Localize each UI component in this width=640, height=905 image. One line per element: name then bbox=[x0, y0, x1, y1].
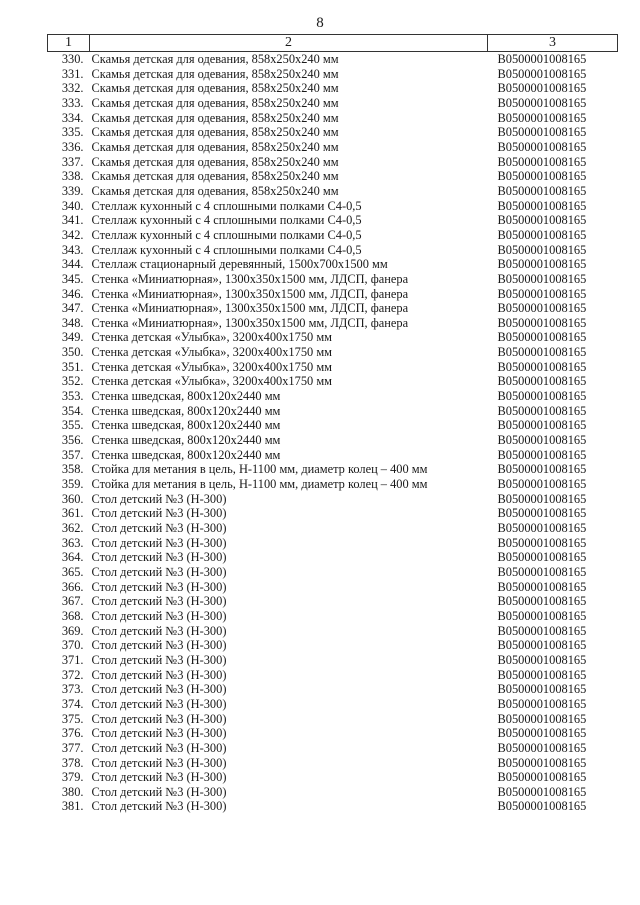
item-name: Стенка «Миниатюрная», 1300х350х1500 мм, ЛДСП, фанера bbox=[91, 286, 409, 301]
row-number: 372. bbox=[61, 667, 84, 682]
item-code: B0500001008165 bbox=[497, 652, 587, 667]
item-name: Стол детский №3 (Н-300) bbox=[91, 594, 227, 609]
table-row bbox=[48, 140, 618, 155]
table-row bbox=[48, 726, 618, 741]
row-number: 348. bbox=[61, 315, 84, 330]
table-row bbox=[48, 492, 618, 507]
item-code: B0500001008165 bbox=[497, 682, 587, 697]
table-row bbox=[48, 770, 618, 785]
row-number: 360. bbox=[61, 491, 84, 506]
item-name: Стол детский №3 (Н-300) bbox=[91, 711, 227, 726]
item-code: B0500001008165 bbox=[497, 345, 587, 360]
item-name: Стенка детская «Улыбка», 3200х400х1750 мм bbox=[91, 359, 332, 374]
item-name: Скамья детская для одевания, 858х250х240 мм bbox=[91, 95, 339, 110]
table-row bbox=[48, 712, 618, 727]
item-code: B0500001008165 bbox=[497, 535, 587, 550]
item-code: B0500001008165 bbox=[497, 594, 587, 609]
item-code: B0500001008165 bbox=[497, 608, 587, 623]
item-code: B0500001008165 bbox=[497, 227, 587, 242]
table-row bbox=[48, 521, 618, 536]
row-number: 363. bbox=[61, 535, 84, 550]
item-name: Стол детский №3 (Н-300) bbox=[91, 755, 227, 770]
item-code: B0500001008165 bbox=[497, 52, 587, 66]
table-row bbox=[48, 462, 618, 477]
item-code: B0500001008165 bbox=[497, 154, 587, 169]
row-number: 343. bbox=[61, 242, 84, 257]
item-code: B0500001008165 bbox=[497, 726, 587, 741]
item-name: Стол детский №3 (Н-300) bbox=[91, 667, 227, 682]
table-row bbox=[48, 96, 618, 111]
item-name: Стол детский №3 (Н-300) bbox=[91, 740, 227, 755]
table-row bbox=[48, 52, 618, 67]
item-name: Стенка «Миниатюрная», 1300х350х1500 мм, ЛДСП, фанера bbox=[91, 315, 409, 330]
row-number: 352. bbox=[61, 374, 84, 389]
table-row bbox=[48, 594, 618, 609]
row-number: 349. bbox=[61, 330, 84, 345]
row-number: 369. bbox=[61, 623, 84, 638]
item-name: Стенка детская «Улыбка», 3200х400х1750 мм bbox=[91, 330, 332, 345]
row-number: 354. bbox=[61, 403, 84, 418]
table-row bbox=[48, 67, 618, 82]
item-code: B0500001008165 bbox=[497, 740, 587, 755]
item-code: B0500001008165 bbox=[497, 623, 587, 638]
table-row bbox=[48, 682, 618, 697]
row-number: 347. bbox=[61, 301, 84, 316]
item-name: Скамья детская для одевания, 858х250х240 мм bbox=[91, 81, 339, 96]
row-number: 376. bbox=[61, 726, 84, 741]
table-row bbox=[48, 213, 618, 228]
item-code: B0500001008165 bbox=[497, 696, 587, 711]
item-name: Стол детский №3 (Н-300) bbox=[91, 506, 227, 521]
item-code: B0500001008165 bbox=[497, 374, 587, 389]
row-number: 339. bbox=[61, 183, 84, 198]
row-number: 367. bbox=[61, 594, 84, 609]
item-code: B0500001008165 bbox=[497, 66, 587, 81]
item-name: Стол детский №3 (Н-300) bbox=[91, 623, 227, 638]
row-number: 373. bbox=[61, 682, 84, 697]
table-row bbox=[48, 111, 618, 126]
row-number: 335. bbox=[61, 125, 84, 140]
item-code: B0500001008165 bbox=[497, 242, 587, 257]
item-name: Стенка шведская, 800х120х2440 мм bbox=[91, 403, 281, 418]
item-code: B0500001008165 bbox=[497, 359, 587, 374]
item-name: Скамья детская для одевания, 858х250х240 мм bbox=[91, 169, 339, 184]
item-name: Скамья детская для одевания, 858х250х240 мм bbox=[91, 125, 339, 140]
item-code: B0500001008165 bbox=[497, 257, 587, 272]
row-number: 378. bbox=[61, 755, 84, 770]
row-number: 356. bbox=[61, 433, 84, 448]
row-number: 361. bbox=[61, 506, 84, 521]
table-row bbox=[48, 360, 618, 375]
table-row bbox=[48, 580, 618, 595]
item-name: Стол детский №3 (Н-300) bbox=[91, 608, 227, 623]
inventory-table bbox=[47, 34, 618, 814]
item-name: Стол детский №3 (Н-300) bbox=[91, 535, 227, 550]
row-number: 364. bbox=[61, 550, 84, 565]
table-row bbox=[48, 785, 618, 800]
row-number: 330. bbox=[61, 52, 84, 66]
row-number: 371. bbox=[61, 652, 84, 667]
row-number: 334. bbox=[61, 110, 84, 125]
item-name: Стол детский №3 (Н-300) bbox=[91, 652, 227, 667]
item-name: Стол детский №3 (Н-300) bbox=[91, 638, 227, 653]
item-name: Стенка «Миниатюрная», 1300х350х1500 мм, ЛДСП, фанера bbox=[91, 271, 409, 286]
table-row bbox=[48, 741, 618, 756]
item-code: B0500001008165 bbox=[497, 711, 587, 726]
item-name: Скамья детская для одевания, 858х250х240 мм bbox=[91, 183, 339, 198]
row-number: 338. bbox=[61, 169, 84, 184]
row-number: 342. bbox=[61, 227, 84, 242]
row-number: 358. bbox=[61, 462, 84, 477]
row-number: 333. bbox=[61, 95, 84, 110]
row-number: 340. bbox=[61, 198, 84, 213]
table-row bbox=[48, 301, 618, 316]
item-name: Скамья детская для одевания, 858х250х240 мм bbox=[91, 110, 339, 125]
item-code: B0500001008165 bbox=[497, 521, 587, 535]
item-name: Стойка для метания в цель, Н-1100 мм, диаметр колец – 400 мм bbox=[91, 462, 428, 477]
table-row bbox=[48, 243, 618, 258]
table-row bbox=[48, 257, 618, 272]
table-row bbox=[48, 330, 618, 345]
row-number: 374. bbox=[61, 696, 84, 711]
table-row bbox=[48, 668, 618, 683]
item-code: B0500001008165 bbox=[497, 784, 587, 799]
table-row bbox=[48, 184, 618, 199]
item-name: Стенка шведская, 800х120х2440 мм bbox=[91, 433, 281, 448]
row-number: 346. bbox=[61, 286, 84, 301]
item-code: B0500001008165 bbox=[497, 403, 587, 418]
row-number: 379. bbox=[61, 770, 84, 785]
item-code: B0500001008165 bbox=[497, 286, 587, 301]
item-name: Стол детский №3 (Н-300) bbox=[91, 521, 227, 535]
page-number: 8 bbox=[316, 15, 324, 31]
table-row bbox=[48, 81, 618, 96]
row-number: 351. bbox=[61, 359, 84, 374]
table-row bbox=[48, 506, 618, 521]
row-number: 366. bbox=[61, 579, 84, 594]
item-code: B0500001008165 bbox=[497, 579, 587, 594]
table-row bbox=[48, 697, 618, 712]
table-row bbox=[48, 536, 618, 551]
item-name: Стойка для метания в цель, Н-1100 мм, диаметр колец – 400 мм bbox=[91, 477, 428, 492]
item-code: B0500001008165 bbox=[497, 418, 587, 433]
table-row bbox=[48, 374, 618, 389]
table-row bbox=[48, 228, 618, 243]
column-header-code: 3 bbox=[488, 35, 618, 52]
item-code: B0500001008165 bbox=[497, 81, 587, 96]
item-name: Стеллаж кухонный с 4 сплошными полками С4-0,5 bbox=[91, 198, 362, 213]
item-code: B0500001008165 bbox=[497, 433, 587, 448]
item-name: Стенка шведская, 800х120х2440 мм bbox=[91, 447, 281, 462]
row-number: 344. bbox=[61, 257, 84, 272]
item-name: Стол детский №3 (Н-300) bbox=[91, 682, 227, 697]
table-row bbox=[48, 550, 618, 565]
table-row bbox=[48, 799, 618, 814]
row-number: 350. bbox=[61, 345, 84, 360]
item-name: Стенка детская «Улыбка», 3200х400х1750 мм bbox=[91, 374, 332, 389]
item-name: Стол детский №3 (Н-300) bbox=[91, 491, 227, 506]
table-row bbox=[48, 638, 618, 653]
row-number: 375. bbox=[61, 711, 84, 726]
table-row bbox=[48, 609, 618, 624]
item-name: Стенка шведская, 800х120х2440 мм bbox=[91, 389, 281, 404]
table-row bbox=[48, 418, 618, 433]
item-name: Стеллаж кухонный с 4 сплошными полками С4-0,5 bbox=[91, 213, 362, 228]
item-code: B0500001008165 bbox=[497, 770, 587, 785]
item-code: B0500001008165 bbox=[497, 315, 587, 330]
item-name: Скамья детская для одевания, 858х250х240 мм bbox=[91, 154, 339, 169]
row-number: 380. bbox=[61, 784, 84, 799]
row-number: 362. bbox=[61, 521, 84, 535]
item-code: B0500001008165 bbox=[497, 462, 587, 477]
item-name: Стол детский №3 (Н-300) bbox=[91, 579, 227, 594]
item-name: Стол детский №3 (Н-300) bbox=[91, 799, 227, 814]
item-code: B0500001008165 bbox=[497, 139, 587, 154]
row-number: 359. bbox=[61, 477, 84, 492]
row-number: 368. bbox=[61, 608, 84, 623]
row-number: 332. bbox=[61, 81, 84, 96]
item-code: B0500001008165 bbox=[497, 564, 587, 579]
item-code: B0500001008165 bbox=[497, 183, 587, 198]
item-name: Стеллаж стационарный деревянный, 1500х700х1500 мм bbox=[91, 257, 388, 272]
table-row bbox=[48, 155, 618, 170]
column-header-name: 2 bbox=[90, 35, 488, 52]
row-number: 341. bbox=[61, 213, 84, 228]
item-name: Скамья детская для одевания, 858х250х240 мм bbox=[91, 66, 339, 81]
table-row bbox=[48, 756, 618, 771]
row-number: 381. bbox=[61, 799, 84, 814]
table-row bbox=[48, 565, 618, 580]
row-number: 331. bbox=[61, 66, 84, 81]
header-row bbox=[48, 35, 618, 52]
item-name: Стеллаж кухонный с 4 сплошными полками С4-0,5 bbox=[91, 242, 362, 257]
item-code: B0500001008165 bbox=[497, 799, 587, 814]
table-row bbox=[48, 404, 618, 419]
item-code: B0500001008165 bbox=[497, 271, 587, 286]
item-name: Стенка детская «Улыбка», 3200х400х1750 мм bbox=[91, 345, 332, 360]
item-code: B0500001008165 bbox=[497, 125, 587, 140]
item-code: B0500001008165 bbox=[497, 389, 587, 404]
item-code: B0500001008165 bbox=[497, 491, 587, 506]
item-code: B0500001008165 bbox=[497, 667, 587, 682]
item-code: B0500001008165 bbox=[497, 330, 587, 345]
table-row bbox=[48, 169, 618, 184]
item-code: B0500001008165 bbox=[497, 506, 587, 521]
item-code: B0500001008165 bbox=[497, 169, 587, 184]
item-code: B0500001008165 bbox=[497, 477, 587, 492]
item-name: Стол детский №3 (Н-300) bbox=[91, 550, 227, 565]
item-code: B0500001008165 bbox=[497, 638, 587, 653]
row-number: 357. bbox=[61, 447, 84, 462]
item-code: B0500001008165 bbox=[497, 301, 587, 316]
item-name: Стеллаж кухонный с 4 сплошными полками С4-0,5 bbox=[91, 227, 362, 242]
table-row bbox=[48, 624, 618, 639]
row-number: 336. bbox=[61, 139, 84, 154]
item-code: B0500001008165 bbox=[497, 550, 587, 565]
row-number: 377. bbox=[61, 740, 84, 755]
item-code: B0500001008165 bbox=[497, 447, 587, 462]
item-name: Стол детский №3 (Н-300) bbox=[91, 770, 227, 785]
row-number: 355. bbox=[61, 418, 84, 433]
column-header-number: 1 bbox=[48, 35, 90, 52]
row-number: 365. bbox=[61, 564, 84, 579]
row-number: 345. bbox=[61, 271, 84, 286]
row-number: 337. bbox=[61, 154, 84, 169]
table-row bbox=[48, 653, 618, 668]
table-row bbox=[48, 389, 618, 404]
item-name: Стол детский №3 (Н-300) bbox=[91, 696, 227, 711]
item-name: Стенка «Миниатюрная», 1300х350х1500 мм, ЛДСП, фанера bbox=[91, 301, 409, 316]
table-row bbox=[48, 272, 618, 287]
item-name: Скамья детская для одевания, 858х250х240 мм bbox=[91, 52, 339, 66]
item-code: B0500001008165 bbox=[497, 95, 587, 110]
item-name: Стол детский №3 (Н-300) bbox=[91, 564, 227, 579]
row-number: 370. bbox=[61, 638, 84, 653]
item-name: Стенка шведская, 800х120х2440 мм bbox=[91, 418, 281, 433]
item-name: Стол детский №3 (Н-300) bbox=[91, 726, 227, 741]
table-row bbox=[48, 345, 618, 360]
item-code: B0500001008165 bbox=[497, 755, 587, 770]
item-name: Стол детский №3 (Н-300) bbox=[91, 784, 227, 799]
table-row bbox=[48, 316, 618, 331]
table-row bbox=[48, 477, 618, 492]
table-row bbox=[48, 199, 618, 214]
item-name: Скамья детская для одевания, 858х250х240 мм bbox=[91, 139, 339, 154]
table-row bbox=[48, 125, 618, 140]
item-code: B0500001008165 bbox=[497, 213, 587, 228]
table-row bbox=[48, 448, 618, 463]
table-row bbox=[48, 287, 618, 302]
row-number: 353. bbox=[61, 389, 84, 404]
item-code: B0500001008165 bbox=[497, 198, 587, 213]
item-code: B0500001008165 bbox=[497, 110, 587, 125]
table-header bbox=[48, 35, 618, 52]
table-row bbox=[48, 433, 618, 448]
table-body bbox=[48, 52, 618, 815]
